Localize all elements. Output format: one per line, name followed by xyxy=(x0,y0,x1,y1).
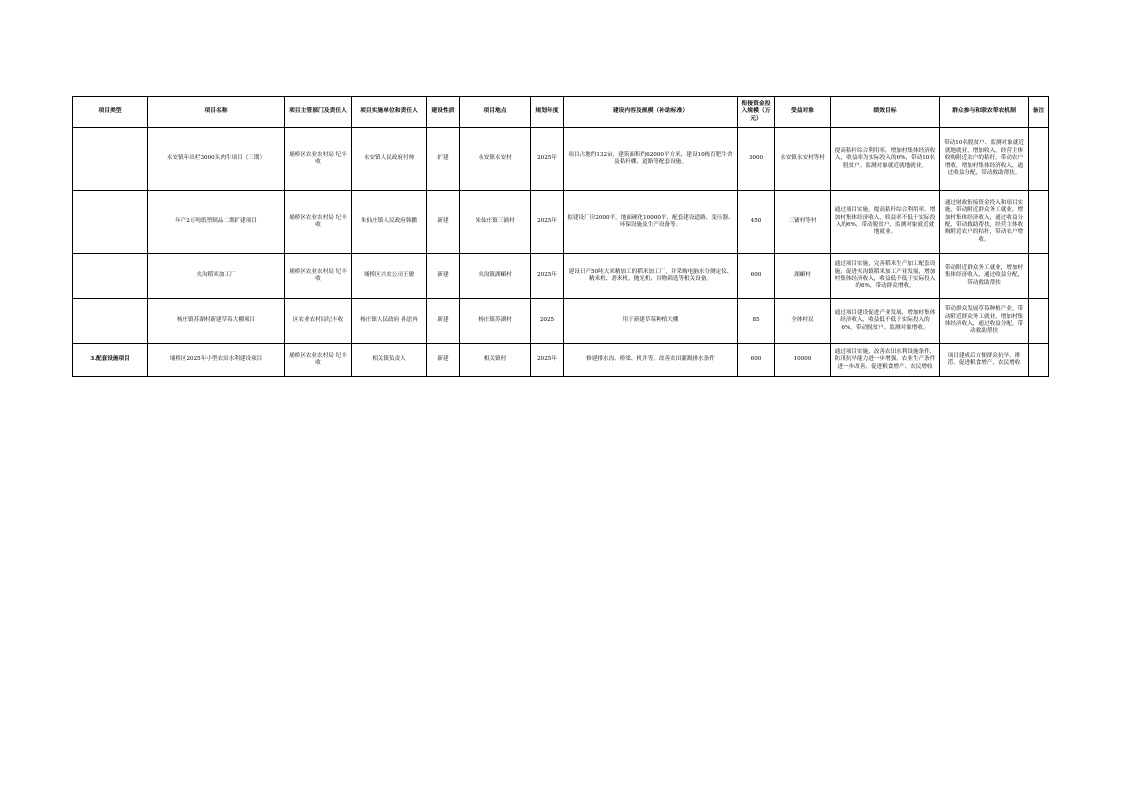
cell-location: 杨庄镇苏湖村 xyxy=(460,299,531,344)
cell-content: 拟建设厂房2000平，地面硬化10000平，配套建设道路、变压器、环保设施及生产设备等。 xyxy=(564,191,738,254)
header-goal: 绩效目标 xyxy=(831,97,940,128)
cell-name: 埇桥区2025年小型农田水利建设项目 xyxy=(148,344,285,377)
cell-dept: 埇桥区农业农村局 纪丰收 xyxy=(285,191,352,254)
header-remark: 备注 xyxy=(1029,97,1049,128)
header-mechanism: 群众参与和联农带农机制 xyxy=(940,97,1029,128)
table-row xyxy=(73,191,1049,254)
cell-content: 用于新建草莓种植大棚 xyxy=(564,299,738,344)
cell-mechanism: 通过财政衔接资金投入和项目实施，带动附近群众务工就业，增加村集体经济收入，通过收益分配，带动救助帮扶，经营主体收购附近农户的秸秆，带动农户增收。 xyxy=(940,191,1029,254)
table-header-row xyxy=(73,97,1049,128)
header-year: 规划年度 xyxy=(531,97,564,128)
cell-impl: 杨庄镇人民政府 孙思冉 xyxy=(352,299,427,344)
cell-nature: 新建 xyxy=(427,191,460,254)
cell-content: 修建排水沟、桥梁、机井等，改善农田灌溉排水条件 xyxy=(564,344,738,377)
header-content: 建设内容及规模（补助标准） xyxy=(564,97,738,128)
cell-name: 杨庄镇苏湖村新建草莓大棚项目 xyxy=(148,299,285,344)
cell-location: 朱仙庄镇三铺村 xyxy=(460,191,531,254)
project-table xyxy=(72,96,1049,377)
cell-impl: 永安镇人民政府付帅 xyxy=(352,128,427,191)
cell-nature: 扩建 xyxy=(427,128,460,191)
cell-remark xyxy=(1029,344,1049,377)
cell-mechanism: 项目建成后方便群众抗旱、排涝，促进粮食增产，农民增收 xyxy=(940,344,1029,377)
cell-beneficiary: 全体村民 xyxy=(775,299,831,344)
table-row xyxy=(73,344,1049,377)
header-funds: 衔接资金投入规模（万元） xyxy=(738,97,775,128)
table-row xyxy=(73,299,1049,344)
cell-goal: 通过项目实施，改善农田水利设施条件，防汛抗旱能力进一步增强，农业生产条件进一步改善，促进粮食增产、农民增收 xyxy=(831,344,940,377)
cell-location: 永安镇永安村 xyxy=(460,128,531,191)
cell-remark xyxy=(1029,191,1049,254)
header-impl: 项目实施单位和责任人 xyxy=(352,97,427,128)
cell-category xyxy=(73,128,148,191)
cell-content: 项目占地约132亩，建筑面积约62000平方米，建设10栋育肥牛舍及秸秆棚、道路等配套设施。 xyxy=(564,128,738,191)
cell-name: 夹沟稻米加工厂 xyxy=(148,254,285,299)
cell-content: 建设日产50吨大米精加工的稻米加工厂，并采购电脑水分测定仪、精米机、砻米机、抛光机、谷物筛选等相关设备。 xyxy=(564,254,738,299)
cell-year: 2025年 xyxy=(531,344,564,377)
cell-goal: 通过项目实施，完善稻米生产加工配套设施，促进夹沟镇稻米加工产业发展，增加村集体经济收入，收益低不低于实际投入的6%，带动群众增收。 xyxy=(831,254,940,299)
cell-mechanism: 带动群众发展草莓种植产业，带动附近群众务工就业，增加村集体经济收入，通过收益分配，带动救助帮扶 xyxy=(940,299,1029,344)
cell-beneficiary: 湖嵋村 xyxy=(775,254,831,299)
cell-year: 2025年 xyxy=(531,254,564,299)
cell-remark xyxy=(1029,128,1049,191)
cell-mechanism: 带动附近群众务工就业，增加村集体经济收入，通过收益分配，带动救助帮扶 xyxy=(940,254,1029,299)
cell-nature: 新建 xyxy=(427,254,460,299)
cell-name: 永安镇年出栏3000头肉牛项目（三期） xyxy=(148,128,285,191)
cell-year: 2025年 xyxy=(531,191,564,254)
cell-funds: 600 xyxy=(738,344,775,377)
cell-funds: 85 xyxy=(738,299,775,344)
header-nature: 建设性质 xyxy=(427,97,460,128)
cell-mechanism: 带动10名脱贫户、监测对象就近就地就业，增加收入，经营主体收购附近农户的秸秆，带动农户增收，增加村集体经济收入，通过收益分配，带动救助帮扶。 xyxy=(940,128,1029,191)
header-location: 项目地点 xyxy=(460,97,531,128)
cell-category xyxy=(73,191,148,254)
cell-funds: 450 xyxy=(738,191,775,254)
cell-category xyxy=(73,299,148,344)
cell-funds: 3000 xyxy=(738,128,775,191)
cell-dept: 埇桥区农业农村局 纪丰收 xyxy=(285,128,352,191)
cell-name: 年产2万吨纸塑制品二期扩建项目 xyxy=(148,191,285,254)
cell-goal: 通过项目实施，提高秸秆综合利用率，增加村集体经济收入，收益率不低于实际投入的6%，带动脱贫户、监测对象就近就地就业。 xyxy=(831,191,940,254)
cell-nature: 新建 xyxy=(427,299,460,344)
cell-year: 2025年 xyxy=(531,128,564,191)
cell-funds: 600 xyxy=(738,254,775,299)
cell-category xyxy=(73,254,148,299)
cell-beneficiary: 10000 xyxy=(775,344,831,377)
cell-dept: 埇桥区农业农村局 纪丰收 xyxy=(285,344,352,377)
header-beneficiary: 受益对象 xyxy=(775,97,831,128)
cell-remark xyxy=(1029,254,1049,299)
cell-impl: 相关镇负责人 xyxy=(352,344,427,377)
header-name: 项目名称 xyxy=(148,97,285,128)
table-row xyxy=(73,128,1049,191)
cell-nature: 新建 xyxy=(427,344,460,377)
cell-beneficiary: 三铺村等村 xyxy=(775,191,831,254)
header-category: 项目类型 xyxy=(73,97,148,128)
cell-impl: 朱仙庄镇人民政府韩鹏 xyxy=(352,191,427,254)
cell-dept: 区农业农村局纪丰收 xyxy=(285,299,352,344)
cell-remark xyxy=(1029,299,1049,344)
cell-impl: 埇桥区兴农公司王敏 xyxy=(352,254,427,299)
cell-goal: 提高秸秆综合利用率，增加村集体经济收入，收益率为实际投入的6%，带动10名脱贫户、监测对象就近就地就业。 xyxy=(831,128,940,191)
cell-location: 夹沟镇湖嵋村 xyxy=(460,254,531,299)
cell-goal: 通过项目建设促进产业发展，增加村集体经济收入，收益低不低于实际投入的6%，带动脱贫户、监测对象增收。 xyxy=(831,299,940,344)
table-row xyxy=(73,254,1049,299)
cell-beneficiary: 永安镇永安村等村 xyxy=(775,128,831,191)
cell-category: 3.配套设施项目 xyxy=(73,344,148,377)
cell-year: 2025 xyxy=(531,299,564,344)
header-dept: 项目主管部门及责任人 xyxy=(285,97,352,128)
cell-dept: 埇桥区农业农村局 纪丰收 xyxy=(285,254,352,299)
cell-location: 相关镇村 xyxy=(460,344,531,377)
